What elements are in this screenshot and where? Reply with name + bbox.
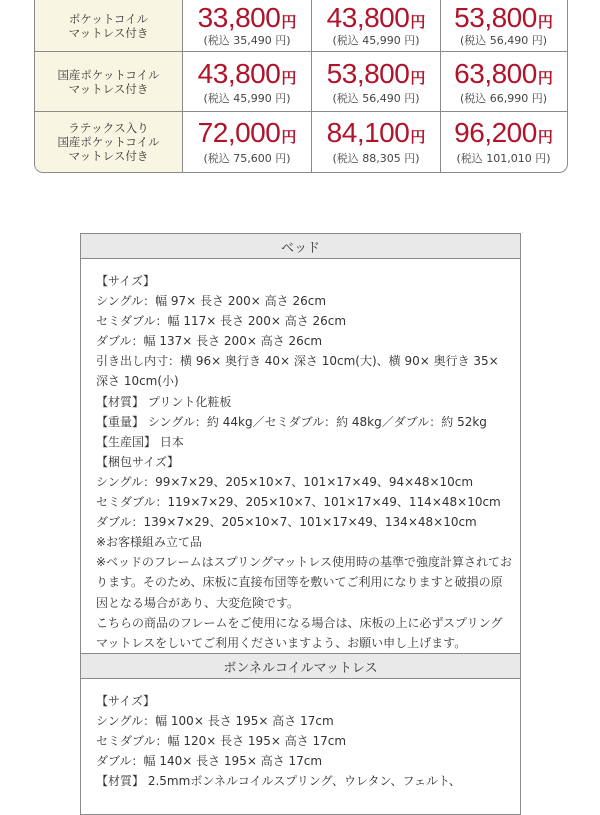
price-cell — [183, 52, 312, 111]
spec-line: セミダブル：幅 117× 長さ 200× 高さ 26cm — [96, 314, 347, 329]
spec-body-mattress — [81, 679, 520, 791]
spec-line: 【梱包サイズ】 — [96, 454, 180, 469]
spec-line: 【材質】 2.5mmボンネルコイルスプリング、ウレタン、フェルト、 — [96, 774, 461, 789]
price-cell — [183, 0, 312, 51]
price-tax: (税込 35,490 円) — [203, 34, 291, 47]
spec-line: セミダブル：幅 120× 長さ 195× 高さ 17cm — [96, 734, 347, 749]
spec-line: シングル：99×7×29、205×10×7、101×17×49、94×48×10cm — [96, 474, 474, 489]
price-tax: (税込 56,490 円) — [332, 92, 420, 105]
spec-line: ※お客様組み立て品 — [96, 535, 203, 550]
spec-header-bed: ベッド — [81, 234, 520, 259]
spec-line: ダブル：139×7×29、205×10×7、101×17×49、134×48×10cm — [96, 515, 477, 530]
spec-line: 引き出し内寸：横 96× 奥行き 40× 深さ 10cm(大)、横 90× 奥行き 35× — [96, 354, 499, 369]
price-cell — [440, 0, 567, 51]
row-label: 国産ポケットコイル マットレス付き — [35, 52, 183, 111]
price-value: 43,800 — [197, 58, 281, 89]
spec-line: ります。そのため、床板に直接布団等を敷いてご利用になりますと破損の原 — [96, 575, 503, 590]
spec-line: 【生産国】 日本 — [96, 434, 184, 449]
spec-line: こちらの商品のフレームをご使用になる場合は、床板の上に必ずスプリング — [96, 615, 503, 630]
price-tax: (税込 45,990 円) — [332, 34, 420, 47]
price-value: 72,000 — [197, 117, 281, 148]
spec-line: マットレスをしいてご利用くださいますよう、お願い申し上げます。 — [96, 635, 467, 650]
price-tax: (税込 101,010 円) — [456, 152, 551, 165]
spec-line: 【サイズ】 — [96, 694, 156, 708]
price-tax: (税込 88,305 円) — [332, 152, 420, 165]
price-row-domestic-pocket-coil — [35, 52, 567, 112]
row-label: ポケットコイル マットレス付き — [35, 0, 183, 51]
price-value: 53,800 — [454, 2, 537, 33]
yen-mark: 円 — [410, 70, 426, 87]
spec-line: ※ベッドのフレームはスプリングマットレス使用時の基準で強度計算されてお — [96, 555, 513, 570]
spec-line: セミダブル：119×7×29、205×10×7、101×17×49、114×48×10cm — [96, 495, 501, 510]
price-value: 53,800 — [326, 58, 410, 89]
spec-line: 深さ 10cm(小) — [96, 374, 179, 389]
yen-mark: 円 — [410, 14, 426, 31]
price-value: 33,800 — [197, 2, 281, 33]
spec-header-mattress: ボンネルコイルマットレス — [81, 653, 520, 679]
price-row-latex-pocket-coil — [35, 112, 567, 172]
price-cell — [183, 112, 312, 172]
spec-body-bed — [81, 259, 520, 653]
price-tax: (税込 66,990 円) — [459, 92, 548, 105]
price-cell — [440, 112, 567, 172]
price-cell — [312, 112, 441, 172]
price-tax: (税込 45,990 円) — [203, 92, 291, 105]
price-value: 63,800 — [454, 58, 537, 89]
spec-line: ダブル：幅 137× 長さ 200× 高さ 26cm — [96, 334, 323, 349]
price-value: 96,200 — [454, 117, 537, 148]
yen-mark: 円 — [537, 129, 553, 146]
spec-line: 【重量】 シングル：約 44kg／セミダブル：約 48kg／ダブル：約 52kg — [96, 414, 487, 429]
yen-mark: 円 — [281, 129, 297, 146]
yen-mark: 円 — [537, 14, 553, 31]
price-table — [34, 0, 568, 173]
spec-line: シングル：幅 100× 長さ 195× 高さ 17cm — [96, 714, 334, 729]
spec-line: 【サイズ】 — [96, 274, 156, 288]
price-tax: (税込 56,490 円) — [459, 34, 548, 47]
yen-mark: 円 — [410, 129, 426, 146]
spec-line: ダブル：幅 140× 長さ 195× 高さ 17cm — [96, 754, 323, 769]
row-label: ラテックス入り 国産ポケットコイル マットレス付き — [35, 112, 183, 172]
price-cell — [312, 0, 441, 51]
yen-mark: 円 — [537, 70, 553, 87]
price-row-pocket-coil — [35, 0, 567, 52]
price-value: 84,100 — [326, 117, 410, 148]
price-cell — [440, 52, 567, 111]
price-value: 43,800 — [326, 2, 410, 33]
price-tax: (税込 75,600 円) — [203, 152, 291, 165]
yen-mark: 円 — [281, 70, 297, 87]
spec-box — [80, 233, 521, 815]
spec-line: シングル：幅 97× 長さ 200× 高さ 26cm — [96, 294, 327, 309]
spec-line: 【材質】 プリント化粧板 — [96, 394, 232, 409]
spec-line: 因となる場合があり、大変危険です。 — [96, 595, 300, 610]
yen-mark: 円 — [281, 14, 297, 31]
price-cell — [312, 52, 441, 111]
